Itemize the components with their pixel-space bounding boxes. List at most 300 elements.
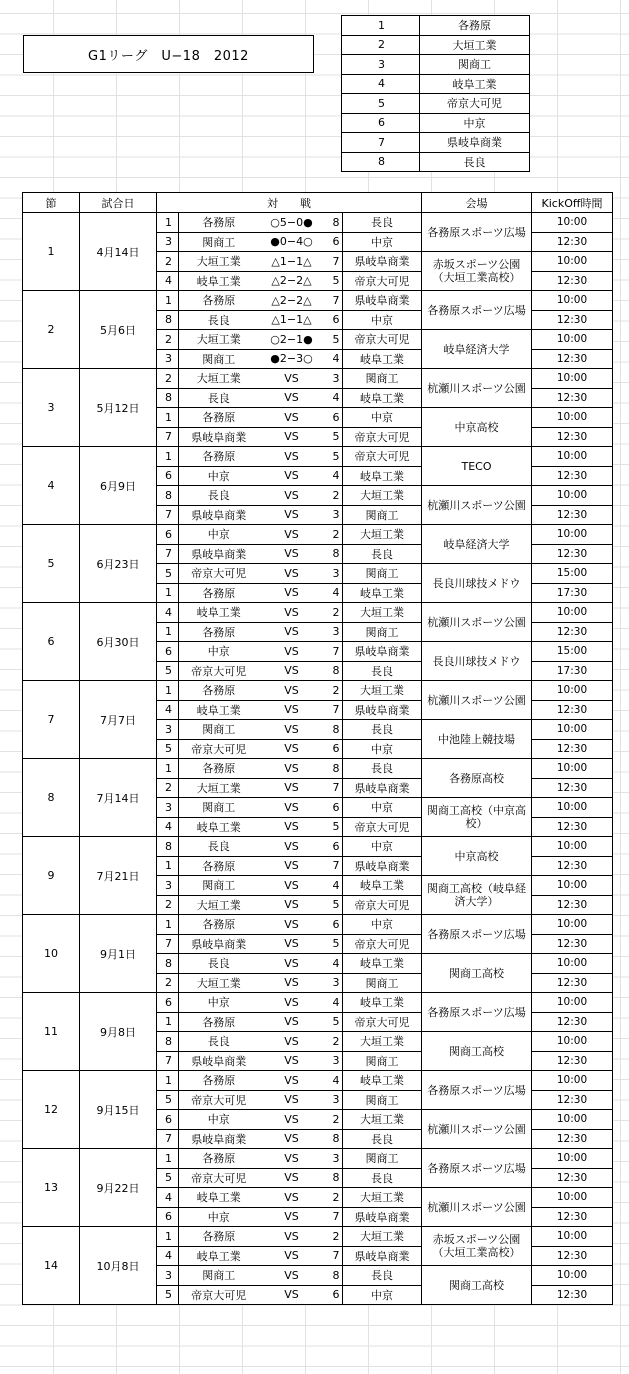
team-number: 5 bbox=[342, 94, 420, 114]
kickoff-time: 10:00 bbox=[532, 1032, 613, 1052]
match-result: VS bbox=[259, 895, 325, 915]
away-seed: 5 bbox=[325, 447, 343, 467]
kickoff-time: 10:00 bbox=[532, 720, 613, 740]
away-team: 帝京大可児 bbox=[343, 271, 422, 291]
away-seed: 5 bbox=[325, 1012, 343, 1032]
match-result: VS bbox=[259, 1168, 325, 1188]
match-result: VS bbox=[259, 1129, 325, 1149]
home-team: 中京 bbox=[179, 1110, 259, 1130]
venue: 長良川球技メドウ bbox=[422, 564, 532, 603]
home-seed: 6 bbox=[157, 466, 179, 486]
away-seed: 7 bbox=[325, 778, 343, 798]
venue: 杭瀬川スポーツ公園 bbox=[422, 681, 532, 720]
home-seed: 1 bbox=[157, 915, 179, 935]
home-team: 中京 bbox=[179, 1207, 259, 1227]
venue: 各務原スポーツ広場 bbox=[422, 915, 532, 954]
team-row bbox=[342, 152, 530, 172]
away-team: 中京 bbox=[343, 232, 422, 252]
match-result: VS bbox=[259, 661, 325, 681]
home-team: 岐阜工業 bbox=[179, 1246, 259, 1266]
away-team: 大垣工業 bbox=[343, 1227, 422, 1247]
away-team: 中京 bbox=[343, 1285, 422, 1305]
venue: 関商工高校 bbox=[422, 1266, 532, 1305]
home-seed: 6 bbox=[157, 525, 179, 545]
venue: 関商工高校 bbox=[422, 954, 532, 993]
venue: 杭瀬川スポーツ公園 bbox=[422, 1188, 532, 1227]
home-team: 中京 bbox=[179, 525, 259, 545]
home-team: 大垣工業 bbox=[179, 252, 259, 272]
home-seed: 3 bbox=[157, 232, 179, 252]
home-team: 関商工 bbox=[179, 720, 259, 740]
header-row bbox=[23, 193, 613, 213]
kickoff-time: 10:00 bbox=[532, 1227, 613, 1247]
round-number: 6 bbox=[23, 603, 80, 681]
away-seed: 2 bbox=[325, 603, 343, 623]
match-result: VS bbox=[259, 544, 325, 564]
away-seed: 3 bbox=[325, 1051, 343, 1071]
home-team: 各務原 bbox=[179, 408, 259, 428]
away-seed: 4 bbox=[325, 388, 343, 408]
home-seed: 8 bbox=[157, 1032, 179, 1052]
home-seed: 3 bbox=[157, 876, 179, 896]
match-row bbox=[23, 915, 613, 935]
away-seed: 6 bbox=[325, 739, 343, 759]
match-result: VS bbox=[259, 1090, 325, 1110]
header-venue: 会場 bbox=[422, 193, 532, 213]
home-team: 各務原 bbox=[179, 213, 259, 233]
home-team: 帝京大可児 bbox=[179, 1285, 259, 1305]
match-date: 9月15日 bbox=[80, 1071, 157, 1149]
away-seed: 2 bbox=[325, 1227, 343, 1247]
match-result: △2−2△ bbox=[259, 271, 325, 291]
home-team: 長良 bbox=[179, 486, 259, 506]
kickoff-time: 10:00 bbox=[532, 876, 613, 896]
home-team: 県岐阜商業 bbox=[179, 544, 259, 564]
away-team: 岐阜工業 bbox=[343, 388, 422, 408]
match-result: VS bbox=[259, 759, 325, 779]
away-team: 中京 bbox=[343, 798, 422, 818]
kickoff-time: 12:30 bbox=[532, 934, 613, 954]
away-team: 帝京大可児 bbox=[343, 817, 422, 837]
match-result: VS bbox=[259, 837, 325, 857]
away-team: 中京 bbox=[343, 915, 422, 935]
away-team: 帝京大可児 bbox=[343, 447, 422, 467]
match-result: VS bbox=[259, 603, 325, 623]
away-team: 帝京大可児 bbox=[343, 934, 422, 954]
match-result: VS bbox=[259, 622, 325, 642]
away-team: 長良 bbox=[343, 720, 422, 740]
home-seed: 4 bbox=[157, 817, 179, 837]
kickoff-time: 12:30 bbox=[532, 466, 613, 486]
home-team: 関商工 bbox=[179, 232, 259, 252]
home-seed: 7 bbox=[157, 934, 179, 954]
home-seed: 1 bbox=[157, 1149, 179, 1169]
home-seed: 7 bbox=[157, 427, 179, 447]
team-row bbox=[342, 35, 530, 55]
away-team: 長良 bbox=[343, 661, 422, 681]
home-team: 中京 bbox=[179, 642, 259, 662]
home-seed: 1 bbox=[157, 447, 179, 467]
home-team: 各務原 bbox=[179, 583, 259, 603]
match-result: VS bbox=[259, 681, 325, 701]
away-team: 長良 bbox=[343, 213, 422, 233]
away-seed: 7 bbox=[325, 700, 343, 720]
away-team: 県岐阜商業 bbox=[343, 291, 422, 311]
match-row bbox=[23, 213, 613, 233]
away-seed: 5 bbox=[325, 271, 343, 291]
match-date: 9月1日 bbox=[80, 915, 157, 993]
kickoff-time: 12:30 bbox=[532, 271, 613, 291]
home-team: 長良 bbox=[179, 1032, 259, 1052]
round-number: 9 bbox=[23, 837, 80, 915]
team-number: 7 bbox=[342, 133, 420, 153]
away-team: 関商工 bbox=[343, 1090, 422, 1110]
home-seed: 8 bbox=[157, 388, 179, 408]
round-number: 7 bbox=[23, 681, 80, 759]
home-team: 長良 bbox=[179, 310, 259, 330]
kickoff-time: 10:00 bbox=[532, 1071, 613, 1091]
away-seed: 3 bbox=[325, 564, 343, 584]
home-seed: 5 bbox=[157, 1090, 179, 1110]
kickoff-time: 10:00 bbox=[532, 837, 613, 857]
match-result: VS bbox=[259, 583, 325, 603]
home-seed: 7 bbox=[157, 1129, 179, 1149]
kickoff-time: 12:30 bbox=[532, 427, 613, 447]
match-date: 5月6日 bbox=[80, 291, 157, 369]
team-row bbox=[342, 55, 530, 75]
venue: 関商工高校（中京高校） bbox=[422, 798, 532, 837]
home-seed: 4 bbox=[157, 603, 179, 623]
away-team: 県岐阜商業 bbox=[343, 856, 422, 876]
away-seed: 7 bbox=[325, 642, 343, 662]
away-seed: 3 bbox=[325, 973, 343, 993]
team-name: 中京 bbox=[420, 113, 530, 133]
away-seed: 4 bbox=[325, 954, 343, 974]
kickoff-time: 10:00 bbox=[532, 681, 613, 701]
match-result: VS bbox=[259, 1110, 325, 1130]
away-seed: 2 bbox=[325, 681, 343, 701]
away-seed: 7 bbox=[325, 856, 343, 876]
match-date: 10月8日 bbox=[80, 1227, 157, 1305]
match-result: VS bbox=[259, 915, 325, 935]
match-result: △1−1△ bbox=[259, 252, 325, 272]
kickoff-time: 17:30 bbox=[532, 661, 613, 681]
away-team: 県岐阜商業 bbox=[343, 642, 422, 662]
home-seed: 3 bbox=[157, 798, 179, 818]
home-team: 各務原 bbox=[179, 681, 259, 701]
away-team: 中京 bbox=[343, 408, 422, 428]
match-result: VS bbox=[259, 1227, 325, 1247]
header-date: 試合日 bbox=[80, 193, 157, 213]
away-seed: 8 bbox=[325, 661, 343, 681]
venue: 岐阜経済大学 bbox=[422, 330, 532, 369]
away-team: 大垣工業 bbox=[343, 486, 422, 506]
away-team: 岐阜工業 bbox=[343, 1071, 422, 1091]
home-team: 各務原 bbox=[179, 856, 259, 876]
home-team: 帝京大可児 bbox=[179, 739, 259, 759]
kickoff-time: 10:00 bbox=[532, 486, 613, 506]
team-number: 3 bbox=[342, 55, 420, 75]
home-seed: 5 bbox=[157, 1285, 179, 1305]
kickoff-time: 12:30 bbox=[532, 310, 613, 330]
match-row bbox=[23, 603, 613, 623]
kickoff-time: 12:30 bbox=[532, 1207, 613, 1227]
home-seed: 1 bbox=[157, 1227, 179, 1247]
match-result: VS bbox=[259, 427, 325, 447]
home-team: 岐阜工業 bbox=[179, 817, 259, 837]
home-seed: 5 bbox=[157, 1168, 179, 1188]
round-number: 3 bbox=[23, 369, 80, 447]
match-result: VS bbox=[259, 817, 325, 837]
venue: 杭瀬川スポーツ公園 bbox=[422, 369, 532, 408]
home-team: 県岐阜商業 bbox=[179, 1051, 259, 1071]
match-date: 7月14日 bbox=[80, 759, 157, 837]
team-row bbox=[342, 94, 530, 114]
home-seed: 8 bbox=[157, 486, 179, 506]
home-seed: 2 bbox=[157, 973, 179, 993]
home-seed: 1 bbox=[157, 213, 179, 233]
team-name: 長良 bbox=[420, 152, 530, 172]
kickoff-time: 10:00 bbox=[532, 525, 613, 545]
team-number: 4 bbox=[342, 74, 420, 94]
kickoff-time: 10:00 bbox=[532, 1149, 613, 1169]
home-team: 各務原 bbox=[179, 1227, 259, 1247]
home-team: 長良 bbox=[179, 388, 259, 408]
kickoff-time: 10:00 bbox=[532, 993, 613, 1013]
away-seed: 4 bbox=[325, 466, 343, 486]
away-seed: 8 bbox=[325, 213, 343, 233]
home-seed: 6 bbox=[157, 1207, 179, 1227]
home-seed: 1 bbox=[157, 622, 179, 642]
venue: 関商工高校 bbox=[422, 1032, 532, 1071]
home-seed: 1 bbox=[157, 856, 179, 876]
home-team: 県岐阜商業 bbox=[179, 505, 259, 525]
away-team: 関商工 bbox=[343, 1051, 422, 1071]
home-seed: 3 bbox=[157, 349, 179, 369]
kickoff-time: 12:30 bbox=[532, 1168, 613, 1188]
venue: 中京高校 bbox=[422, 837, 532, 876]
header-round: 節 bbox=[23, 193, 80, 213]
home-team: 岐阜工業 bbox=[179, 1188, 259, 1208]
match-date: 6月30日 bbox=[80, 603, 157, 681]
match-row bbox=[23, 837, 613, 857]
team-name: 帝京大可児 bbox=[420, 94, 530, 114]
team-name: 岐阜工業 bbox=[420, 74, 530, 94]
home-seed: 8 bbox=[157, 954, 179, 974]
away-seed: 8 bbox=[325, 1129, 343, 1149]
match-date: 6月9日 bbox=[80, 447, 157, 525]
match-result: VS bbox=[259, 388, 325, 408]
venue: 中京高校 bbox=[422, 408, 532, 447]
match-result: VS bbox=[259, 1071, 325, 1091]
venue: 各務原スポーツ広場 bbox=[422, 213, 532, 252]
home-seed: 5 bbox=[157, 661, 179, 681]
home-seed: 4 bbox=[157, 1188, 179, 1208]
away-team: 県岐阜商業 bbox=[343, 1207, 422, 1227]
home-team: 大垣工業 bbox=[179, 973, 259, 993]
home-team: 各務原 bbox=[179, 759, 259, 779]
away-team: 岐阜工業 bbox=[343, 583, 422, 603]
match-result: VS bbox=[259, 642, 325, 662]
match-result: VS bbox=[259, 1012, 325, 1032]
away-seed: 2 bbox=[325, 1188, 343, 1208]
away-team: 関商工 bbox=[343, 622, 422, 642]
venue: 杭瀬川スポーツ公園 bbox=[422, 603, 532, 642]
team-number: 8 bbox=[342, 152, 420, 172]
home-team: 県岐阜商業 bbox=[179, 427, 259, 447]
home-seed: 4 bbox=[157, 271, 179, 291]
away-seed: 5 bbox=[325, 895, 343, 915]
home-seed: 2 bbox=[157, 778, 179, 798]
home-seed: 5 bbox=[157, 564, 179, 584]
home-team: 帝京大可児 bbox=[179, 661, 259, 681]
kickoff-time: 10:00 bbox=[532, 291, 613, 311]
round-number: 4 bbox=[23, 447, 80, 525]
away-seed: 6 bbox=[325, 310, 343, 330]
away-seed: 4 bbox=[325, 993, 343, 1013]
team-name: 県岐阜商業 bbox=[420, 133, 530, 153]
match-result: VS bbox=[259, 1285, 325, 1305]
home-seed: 1 bbox=[157, 291, 179, 311]
away-seed: 4 bbox=[325, 1071, 343, 1091]
home-team: 各務原 bbox=[179, 291, 259, 311]
away-seed: 2 bbox=[325, 486, 343, 506]
match-row bbox=[23, 369, 613, 389]
home-team: 関商工 bbox=[179, 1266, 259, 1286]
match-result: △1−1△ bbox=[259, 310, 325, 330]
away-team: 帝京大可児 bbox=[343, 427, 422, 447]
home-seed: 2 bbox=[157, 330, 179, 350]
kickoff-time: 12:30 bbox=[532, 817, 613, 837]
kickoff-time: 12:30 bbox=[532, 544, 613, 564]
teams-body bbox=[342, 16, 530, 172]
away-team: 長良 bbox=[343, 544, 422, 564]
kickoff-time: 12:30 bbox=[532, 1285, 613, 1305]
away-seed: 3 bbox=[325, 622, 343, 642]
away-seed: 6 bbox=[325, 232, 343, 252]
home-seed: 2 bbox=[157, 252, 179, 272]
match-result: VS bbox=[259, 1032, 325, 1052]
team-row bbox=[342, 113, 530, 133]
away-team: 帝京大可児 bbox=[343, 895, 422, 915]
match-result: VS bbox=[259, 700, 325, 720]
kickoff-time: 12:30 bbox=[532, 1129, 613, 1149]
away-team: 大垣工業 bbox=[343, 525, 422, 545]
match-date: 4月14日 bbox=[80, 213, 157, 291]
away-team: 中京 bbox=[343, 739, 422, 759]
venue: 各務原スポーツ広場 bbox=[422, 1071, 532, 1110]
home-team: 各務原 bbox=[179, 622, 259, 642]
home-seed: 4 bbox=[157, 1246, 179, 1266]
away-team: 大垣工業 bbox=[343, 603, 422, 623]
venue: 岐阜経済大学 bbox=[422, 525, 532, 564]
match-result: VS bbox=[259, 739, 325, 759]
round-number: 2 bbox=[23, 291, 80, 369]
kickoff-time: 10:00 bbox=[532, 330, 613, 350]
match-row bbox=[23, 1227, 613, 1247]
away-seed: 8 bbox=[325, 1168, 343, 1188]
kickoff-time: 10:00 bbox=[532, 915, 613, 935]
kickoff-time: 10:00 bbox=[532, 252, 613, 272]
home-seed: 3 bbox=[157, 1266, 179, 1286]
away-seed: 6 bbox=[325, 408, 343, 428]
kickoff-time: 12:30 bbox=[532, 622, 613, 642]
match-result: VS bbox=[259, 954, 325, 974]
venue: 各務原高校 bbox=[422, 759, 532, 798]
venue: 杭瀬川スポーツ公園 bbox=[422, 1110, 532, 1149]
match-result: VS bbox=[259, 720, 325, 740]
home-seed: 2 bbox=[157, 369, 179, 389]
away-seed: 2 bbox=[325, 1110, 343, 1130]
away-team: 大垣工業 bbox=[343, 681, 422, 701]
away-seed: 3 bbox=[325, 369, 343, 389]
home-seed: 6 bbox=[157, 993, 179, 1013]
team-row bbox=[342, 74, 530, 94]
match-row bbox=[23, 291, 613, 311]
venue: 杭瀬川スポーツ公園 bbox=[422, 486, 532, 525]
away-team: 関商工 bbox=[343, 564, 422, 584]
away-seed: 8 bbox=[325, 544, 343, 564]
match-result: VS bbox=[259, 1188, 325, 1208]
home-team: 関商工 bbox=[179, 798, 259, 818]
kickoff-time: 12:30 bbox=[532, 856, 613, 876]
home-team: 関商工 bbox=[179, 349, 259, 369]
away-team: 帝京大可児 bbox=[343, 1012, 422, 1032]
venue: 長良川球技メドウ bbox=[422, 642, 532, 681]
venue: 中池陸上競技場 bbox=[422, 720, 532, 759]
team-number: 1 bbox=[342, 16, 420, 36]
home-team: 県岐阜商業 bbox=[179, 934, 259, 954]
kickoff-time: 12:30 bbox=[532, 349, 613, 369]
kickoff-time: 15:00 bbox=[532, 564, 613, 584]
home-team: 帝京大可児 bbox=[179, 1168, 259, 1188]
home-seed: 7 bbox=[157, 544, 179, 564]
away-seed: 4 bbox=[325, 583, 343, 603]
away-seed: 5 bbox=[325, 330, 343, 350]
match-result: ○2−1● bbox=[259, 330, 325, 350]
round-number: 14 bbox=[23, 1227, 80, 1305]
away-seed: 2 bbox=[325, 525, 343, 545]
kickoff-time: 10:00 bbox=[532, 1110, 613, 1130]
kickoff-time: 12:30 bbox=[532, 232, 613, 252]
away-seed: 6 bbox=[325, 1285, 343, 1305]
home-seed: 7 bbox=[157, 505, 179, 525]
home-team: 各務原 bbox=[179, 447, 259, 467]
match-result: VS bbox=[259, 1051, 325, 1071]
home-seed: 1 bbox=[157, 759, 179, 779]
away-seed: 7 bbox=[325, 1207, 343, 1227]
page-title: G1リーグ U−18 2012 bbox=[23, 35, 314, 73]
match-result: VS bbox=[259, 505, 325, 525]
match-row bbox=[23, 993, 613, 1013]
home-seed: 1 bbox=[157, 681, 179, 701]
venue: 関商工高校（岐阜経済大学） bbox=[422, 876, 532, 915]
match-date: 5月12日 bbox=[80, 369, 157, 447]
home-team: 帝京大可児 bbox=[179, 564, 259, 584]
home-team: 岐阜工業 bbox=[179, 271, 259, 291]
match-result: VS bbox=[259, 876, 325, 896]
kickoff-time: 12:30 bbox=[532, 1051, 613, 1071]
away-seed: 3 bbox=[325, 1090, 343, 1110]
kickoff-time: 10:00 bbox=[532, 408, 613, 428]
match-result: ●2−3○ bbox=[259, 349, 325, 369]
home-team: 長良 bbox=[179, 954, 259, 974]
schedule-table bbox=[22, 192, 613, 1305]
kickoff-time: 12:30 bbox=[532, 1012, 613, 1032]
home-seed: 3 bbox=[157, 720, 179, 740]
match-result: △2−2△ bbox=[259, 291, 325, 311]
round-number: 5 bbox=[23, 525, 80, 603]
